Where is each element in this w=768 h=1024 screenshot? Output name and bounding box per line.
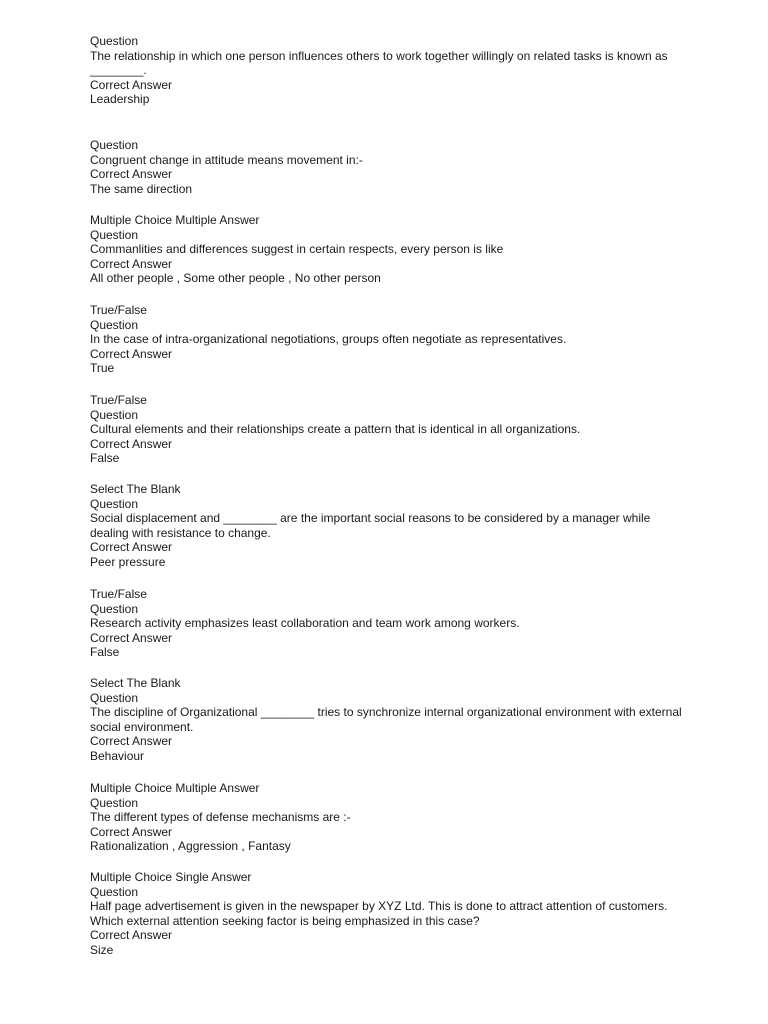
question-text: Cultural elements and their relationships create a pattern that is identical in all organizations. xyxy=(90,422,581,436)
question-text: The relationship in which one person influences others to work together willingly on related tasks is known as ________. xyxy=(90,48,671,77)
question-text: The different types of defense mechanisms are :- xyxy=(90,810,351,824)
answer-text: False xyxy=(90,451,120,465)
answer-label: Correct Answer xyxy=(90,928,173,942)
question-type: True/False xyxy=(90,393,147,407)
question-type: True/False xyxy=(90,303,147,317)
question-type: Multiple Choice Single Answer xyxy=(90,870,252,884)
qa-item xyxy=(90,587,690,660)
question-text: Social displacement and ________ are the important social reasons to be considered by a manager while dealing with resistance to change. xyxy=(90,511,654,540)
answer-label: Correct Answer xyxy=(90,540,173,554)
answer-label: Correct Answer xyxy=(90,734,173,748)
question-label: Question xyxy=(90,34,139,48)
question-type: Select The Blank xyxy=(90,676,181,690)
qa-item xyxy=(90,138,690,196)
question-label: Question xyxy=(90,884,139,899)
answer-text: True xyxy=(90,361,115,375)
answer-label: Correct Answer xyxy=(90,256,173,271)
question-label: Question xyxy=(90,496,139,511)
answer-text: Size xyxy=(90,942,114,957)
qa-item xyxy=(90,303,690,376)
answer-label: Correct Answer xyxy=(90,346,173,361)
question-text: In the case of intra-organizational negotiations, groups often negotiate as representatives. xyxy=(90,332,567,346)
question-label: Question xyxy=(90,138,139,152)
answer-label: Correct Answer xyxy=(90,77,173,92)
answer-text: False xyxy=(90,645,120,659)
question-label: Question xyxy=(90,601,139,616)
answer-text: Rationalization , Aggression , Fantasy xyxy=(90,839,291,853)
qa-item xyxy=(90,34,690,107)
answer-label: Correct Answer xyxy=(90,436,173,451)
answer-text: Behaviour xyxy=(90,748,145,763)
question-label: Question xyxy=(90,407,139,422)
question-label: Question xyxy=(90,690,139,705)
question-type: Multiple Choice Multiple Answer xyxy=(90,781,260,795)
answer-label: Correct Answer xyxy=(90,630,173,645)
question-text: The discipline of Organizational ________ tries to synchronize internal organizational environment with external social environment. xyxy=(90,705,686,734)
question-text: Half page advertisement is given in the newspaper by XYZ Ltd. This is done to attract attention of customers. Which external attention seeking factor is being emphasized in this case? xyxy=(90,899,671,928)
question-type: Multiple Choice Multiple Answer xyxy=(90,213,260,227)
answer-text: Peer pressure xyxy=(90,554,166,569)
answer-text: Leadership xyxy=(90,92,150,106)
qa-item xyxy=(90,393,690,466)
answer-label: Correct Answer xyxy=(90,824,173,839)
qa-item xyxy=(90,676,690,763)
question-text: Commanlities and differences suggest in certain respects, every person is like xyxy=(90,242,504,256)
qa-item xyxy=(90,781,690,854)
answer-text: All other people , Some other people , No other person xyxy=(90,271,381,285)
qa-item xyxy=(90,213,690,286)
qa-item xyxy=(90,870,690,957)
qa-item xyxy=(90,482,690,569)
question-label: Question xyxy=(90,227,139,242)
question-label: Question xyxy=(90,795,139,810)
answer-label: Correct Answer xyxy=(90,167,173,181)
answer-text: The same direction xyxy=(90,181,193,196)
question-type: Select The Blank xyxy=(90,482,181,496)
question-text: Congruent change in attitude means movement in:- xyxy=(90,152,363,167)
question-text: Research activity emphasizes least collaboration and team work among workers. xyxy=(90,616,520,630)
question-type: True/False xyxy=(90,587,147,601)
question-label: Question xyxy=(90,317,139,332)
